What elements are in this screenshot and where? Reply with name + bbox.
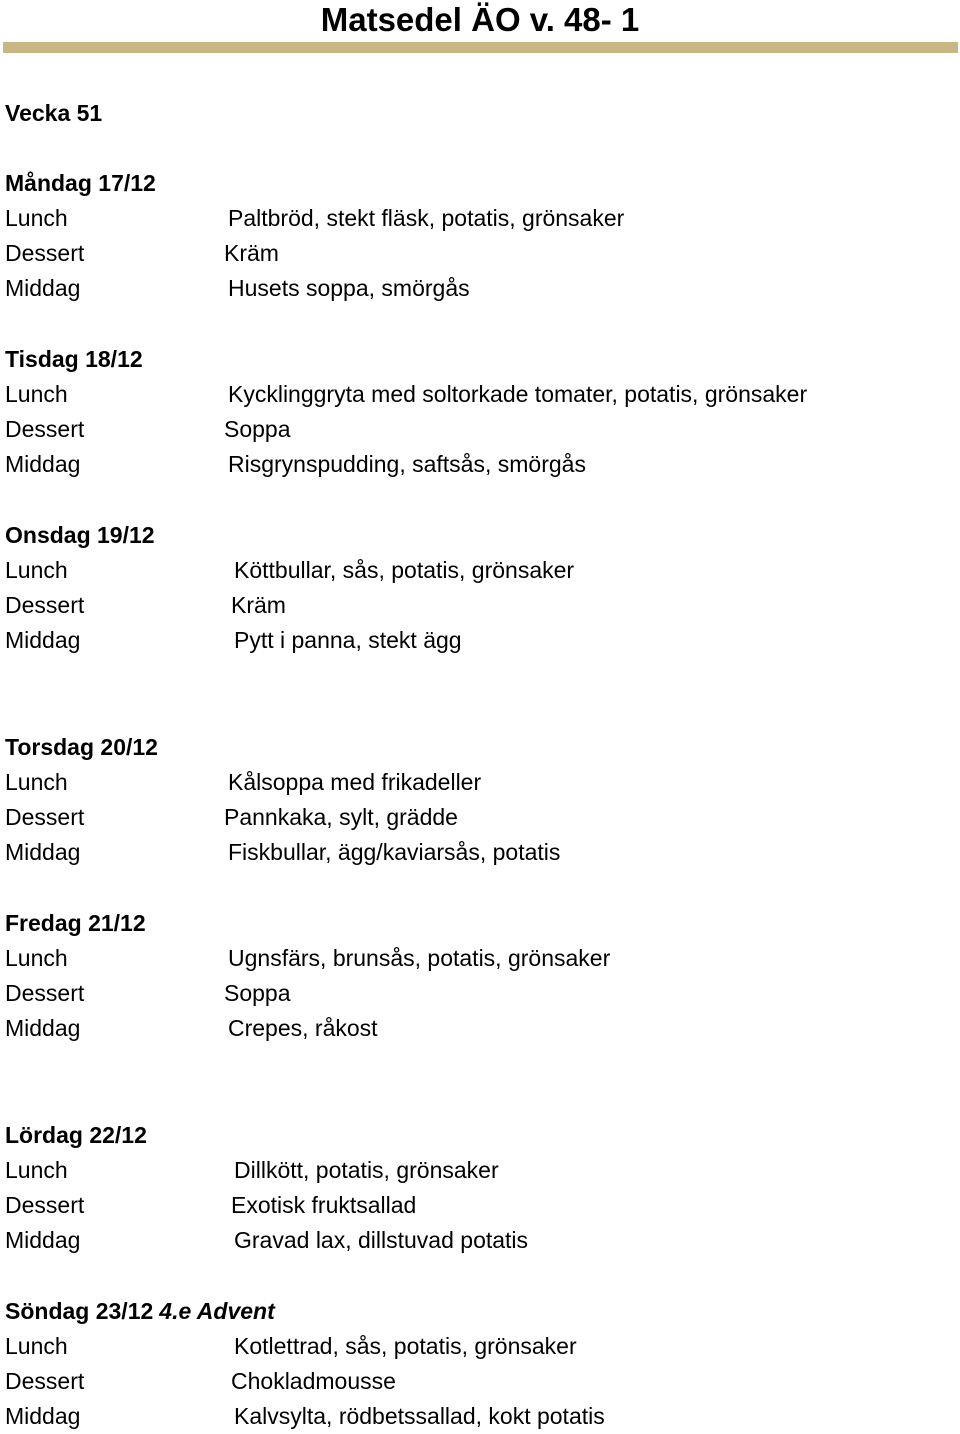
- dessert-row: [5, 588, 955, 623]
- day-heading: [5, 166, 955, 201]
- day-heading-text: Torsdag 20/12: [5, 734, 158, 760]
- dessert-row: [5, 800, 955, 835]
- day-monday: [5, 166, 955, 306]
- day-note: 4.e Advent: [159, 1298, 275, 1324]
- lunch-label: Lunch: [5, 557, 68, 583]
- week-heading: Vecka 51: [5, 100, 103, 126]
- day-heading-text: Fredag 21/12: [5, 910, 146, 936]
- lunch-row: [5, 201, 955, 236]
- dessert-label: Dessert: [5, 980, 85, 1006]
- day-heading-text: Onsdag 19/12: [5, 522, 155, 548]
- dinner-label: Middag: [5, 451, 81, 477]
- dinner-label: Middag: [5, 1403, 81, 1429]
- lunch-value: Kycklinggryta med soltorkade tomater, potatis, grönsaker: [228, 381, 808, 407]
- dessert-row: [5, 1188, 955, 1223]
- dinner-label: Middag: [5, 627, 81, 653]
- lunch-label: Lunch: [5, 1157, 68, 1183]
- dinner-label: Middag: [5, 1015, 81, 1041]
- dinner-row: [5, 1223, 955, 1258]
- dessert-value: Kräm: [231, 592, 286, 618]
- day-saturday: [5, 1118, 955, 1258]
- day-sunday: [5, 1294, 955, 1434]
- day-heading: [5, 1294, 955, 1329]
- day-heading-text: Lördag 22/12: [5, 1122, 147, 1148]
- dessert-value: Exotisk fruktsallad: [231, 1192, 417, 1218]
- dessert-value: Chokladmousse: [231, 1368, 396, 1394]
- dinner-row: [5, 623, 955, 658]
- day-friday: [5, 906, 955, 1046]
- dessert-value: Kräm: [224, 240, 279, 266]
- lunch-label: Lunch: [5, 1333, 68, 1359]
- day-wednesday: [5, 518, 955, 658]
- dinner-row: [5, 271, 955, 306]
- day-thursday: [5, 730, 955, 870]
- lunch-label: Lunch: [5, 769, 68, 795]
- lunch-value: Ugnsfärs, brunsås, potatis, grönsaker: [228, 945, 611, 971]
- dinner-value: Fiskbullar, ägg/kaviarsås, potatis: [228, 839, 561, 865]
- dinner-value: Kalvsylta, rödbetssallad, kokt potatis: [234, 1403, 605, 1429]
- lunch-value: Kotlettrad, sås, potatis, grönsaker: [234, 1333, 577, 1359]
- lunch-label: Lunch: [5, 205, 68, 231]
- dessert-label: Dessert: [5, 1192, 85, 1218]
- day-heading: [5, 342, 955, 377]
- dessert-row: [5, 236, 955, 271]
- dessert-label: Dessert: [5, 240, 85, 266]
- lunch-row: [5, 1329, 955, 1364]
- lunch-row: [5, 377, 955, 412]
- dessert-label: Dessert: [5, 804, 85, 830]
- dinner-value: Crepes, råkost: [228, 1015, 378, 1041]
- day-heading-text: Söndag 23/12: [5, 1298, 154, 1324]
- day-tuesday: [5, 342, 955, 482]
- dinner-value: Pytt i panna, stekt ägg: [234, 627, 462, 653]
- day-heading-text: Måndag 17/12: [5, 170, 156, 196]
- lunch-value: Kålsoppa med frikadeller: [228, 769, 482, 795]
- dinner-label: Middag: [5, 275, 81, 301]
- lunch-label: Lunch: [5, 381, 68, 407]
- dinner-row: [5, 835, 955, 870]
- dessert-row: [5, 1364, 955, 1399]
- dinner-row: [5, 1399, 955, 1434]
- dessert-label: Dessert: [5, 416, 85, 442]
- day-heading: [5, 730, 955, 765]
- dinner-value: Gravad lax, dillstuvad potatis: [234, 1227, 529, 1253]
- lunch-value: Köttbullar, sås, potatis, grönsaker: [234, 557, 575, 583]
- dessert-row: [5, 412, 955, 447]
- dessert-value: Pannkaka, sylt, grädde: [224, 804, 458, 830]
- dinner-value: Risgrynspudding, saftsås, smörgås: [228, 451, 586, 477]
- lunch-row: [5, 1153, 955, 1188]
- dinner-label: Middag: [5, 1227, 81, 1253]
- page-title: Matsedel ÄO v. 48- 1: [320, 1, 640, 38]
- lunch-row: [5, 941, 955, 976]
- dinner-label: Middag: [5, 839, 81, 865]
- lunch-value: Dillkött, potatis, grönsaker: [234, 1157, 499, 1183]
- title-divider: [3, 42, 958, 53]
- dessert-row: [5, 976, 955, 1011]
- day-heading-text: Tisdag 18/12: [5, 346, 143, 372]
- lunch-label: Lunch: [5, 945, 68, 971]
- dinner-value: Husets soppa, smörgås: [228, 275, 470, 301]
- lunch-value: Paltbröd, stekt fläsk, potatis, grönsaker: [228, 205, 625, 231]
- lunch-row: [5, 553, 955, 588]
- day-heading: [5, 518, 955, 553]
- day-heading: [5, 906, 955, 941]
- lunch-row: [5, 765, 955, 800]
- dessert-value: Soppa: [224, 980, 291, 1006]
- dessert-label: Dessert: [5, 592, 85, 618]
- dessert-label: Dessert: [5, 1368, 85, 1394]
- dinner-row: [5, 447, 955, 482]
- dessert-value: Soppa: [224, 416, 291, 442]
- day-heading: [5, 1118, 955, 1153]
- dinner-row: [5, 1011, 955, 1046]
